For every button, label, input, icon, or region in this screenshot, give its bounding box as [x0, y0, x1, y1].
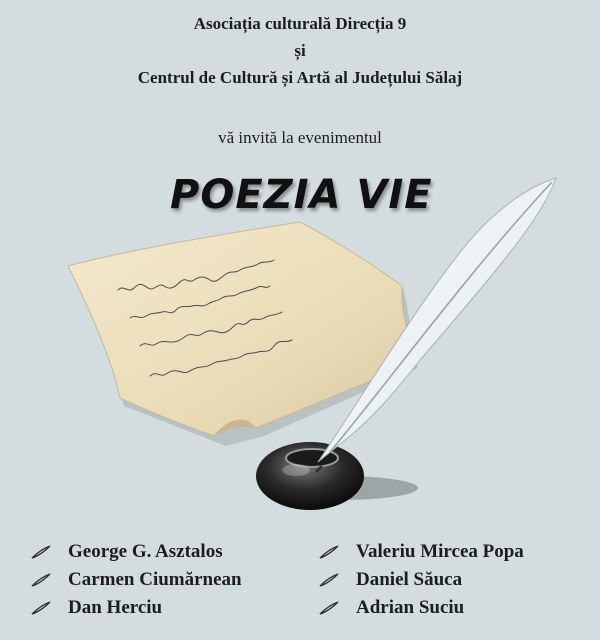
- quill-icon: [318, 600, 340, 616]
- participant-name: Dan Herciu: [68, 597, 163, 618]
- participant-item: [30, 538, 223, 566]
- participant-item: [30, 566, 242, 594]
- organizer-conjunction: și: [294, 41, 306, 60]
- organizer-line-1: Asociația culturală Direcția 9: [193, 14, 407, 33]
- quill-icon: [30, 572, 52, 588]
- participant-item: [30, 594, 162, 622]
- participant-item: [318, 594, 464, 622]
- participant-name: Valeriu Mircea Popa: [356, 541, 524, 562]
- participant-name: Carmen Ciumărnean: [68, 569, 242, 590]
- quill-icon: [318, 544, 340, 560]
- participant-name: Daniel Săuca: [356, 569, 463, 590]
- quill-icon: [318, 572, 340, 588]
- organizer-line-2: Centrul de Cultură și Artă al Județului Sălaj: [137, 68, 463, 87]
- event-title: POEZIA VIE: [170, 172, 433, 218]
- quill-icon: [30, 544, 52, 560]
- participant-name: George G. Asztalos: [68, 541, 223, 562]
- participants-list: [0, 538, 600, 628]
- quill-icon: [30, 600, 52, 616]
- invite-text: vă invită la evenimentul: [218, 128, 382, 147]
- participant-item: [318, 538, 524, 566]
- participant-item: [318, 566, 462, 594]
- inkwell-icon: [256, 442, 364, 510]
- participant-name: Adrian Suciu: [356, 597, 465, 618]
